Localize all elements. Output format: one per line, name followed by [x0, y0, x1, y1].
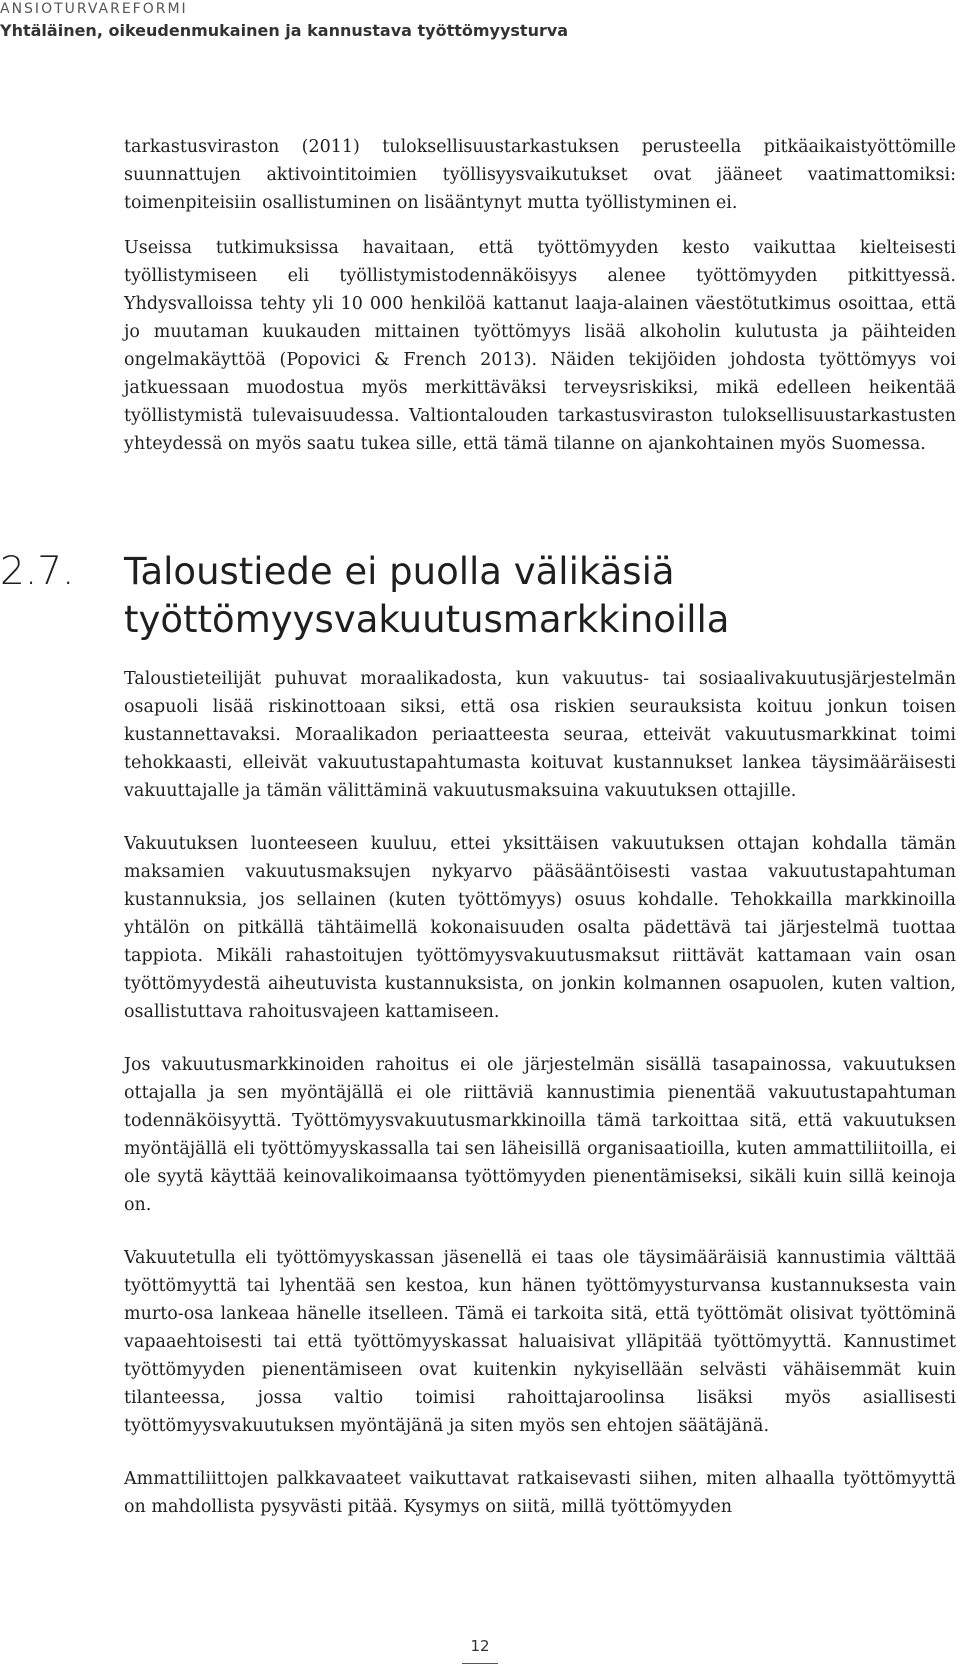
page-footer [0, 1636, 960, 1664]
paragraph: tarkastusviraston (2011) tuloksellisuustarkastuksen perusteella pitkäaikaistyöttömille suunnattujen aktivointitoimien työllisyysvaikutukset ovat jääneet vaatimattomiksi: toimenpiteisiin osallistuminen on lisääntynyt mutta työllistyminen ei. [124, 137, 956, 213]
page-number-rule [462, 1663, 498, 1664]
intro-text [124, 133, 956, 483]
running-header-section: ANSIOTURVAREFORMI [0, 1, 188, 17]
paragraph: Vakuutuksen luonteeseen kuuluu, ettei yksittäisen vakuutuksen ottajan kohdalla tämän maksamien vakuutusmaksujen nykyarvo pääsääntöisesti vastaa vakuutustapahtuman kustannuksia, jos sellainen (kuten työttömyys) osuus kohdalle. Tehokkailla markkinoilla yhtälön on pitkällä tähtäimellä kokonaisuuden osalta pädettävä tai järjestelmä tuottaa tappiota. Mikäli rahastoitujen työttömyysvakuutusmaksut riittävät kattamaan vain osan työttömyydestä aiheutuvista kustannuksista, on jonkin kolmannen osapuolen, kuten valtion, osallistuttava rahoitusvajeen kattamiseen. [124, 834, 956, 1022]
paragraph: Taloustieteilijät puhuvat moraalikadosta, kun vakuutus- tai sosiaalivakuutusjärjestelmän osapuoli lisää riskinottoaan siksi, että osa riskien seurauksista koituu jonkun toisen kustannettavaksi. Moraalikadon periaatteesta seuraa, etteivät vakuutusmarkkinat toimi tehokkaasti, elleivät vakuutustapahtumasta koituvat kustannukset lankea täysimääräisesti vakuuttajalle ja tämän välittäminä vakuutusmaksuina vakuutuksen ottajille. [124, 669, 956, 801]
section-body [124, 665, 956, 1546]
section-title: Taloustiede ei puolla välikäsiä työttömyysvakuutusmarkkinoilla [124, 550, 730, 641]
running-header [0, 0, 900, 42]
paragraph: Ammattiliittojen palkkavaateet vaikuttavat ratkaisevasti siihen, miten alhaalla työttömyyttä on mahdollista pysyvästi pitää. Kysymys on siitä, millä työttömyyden [124, 1469, 956, 1517]
paragraph: Jos vakuutusmarkkinoiden rahoitus ei ole järjestelmän sisällä tasapainossa, vakuutuksen ottajalla ja sen myöntäjällä ei ole riittäviä kannustimia pienentää vakuutustapahtuman todennäköisyyttä. Työttömyysvakuutusmarkkinoilla tämä tarkoittaa sitä, että vakuutuksen myöntäjällä eli työttömyyskassalla tai sen läheisillä organisaatioilla, kuten ammattiliitoilla, ei ole syytä käyttää keinovalikoimaansa työttömyyden pienentämiseksi, sikäli kuin sillä keinoja on. [124, 1055, 956, 1215]
page-number: 12 [470, 1637, 490, 1655]
section-number: 2.7. [0, 549, 75, 594]
paragraph: Vakuutetulla eli työttömyyskassan jäsenellä ei taas ole täysimääräisiä kannustimia välttää työttömyyttä tai lyhentää sen kestoa, kun hänen työttömyysturvansa kustannuksesta vain murto-osa lankeaa hänelle itselleen. Tämä ei tarkoita sitä, että työttömät olisivat työttöminä vapaaehtoisesti tai että työttömyyskassat haluaisivat ylläpitää työttömyyttä. Kannustimet työttömyyden pienentämiseen ovat kuitenkin nykyisellään selvästi vähäisemmät kuin tilanteessa, jossa valtio toimisi rahoittajaroolinsa lisäksi myös asiallisesti työttömyysvakuutuksen myöntäjänä ja siten myös sen ehtojen säätäjänä. [124, 1248, 956, 1436]
running-header-title: Yhtäläinen, oikeudenmukainen ja kannustava työttömyysturva [0, 21, 569, 40]
paragraph: Useissa tutkimuksissa havaitaan, että työttömyyden kesto vaikuttaa kielteisesti työllistymiseen eli työllistymistodennäköisyys alenee työttömyyden pitkittyessä. Yhdysvalloissa tehty yli 10 000 henkilöä kattanut laaja-alainen väestötutkimus osoittaa, että jo muutaman kuukauden mittainen työttömyys lisää alkoholin kulutusta ja päihteiden ongelmakäyttöä (Popovici & French 2013). Näiden tekijöiden johdosta työttömyys voi jatkuessaan muodostua myös merkittäväksi terveysriskiksi, mikä edelleen heikentää työllistymistä tulevaisuudessa. Valtiontalouden tarkastusviraston tuloksellisuustarkastusten yhteydessä on myös saatu tukea sille, että tämä tilanne on ajankohtainen myös Suomessa. [124, 238, 956, 454]
